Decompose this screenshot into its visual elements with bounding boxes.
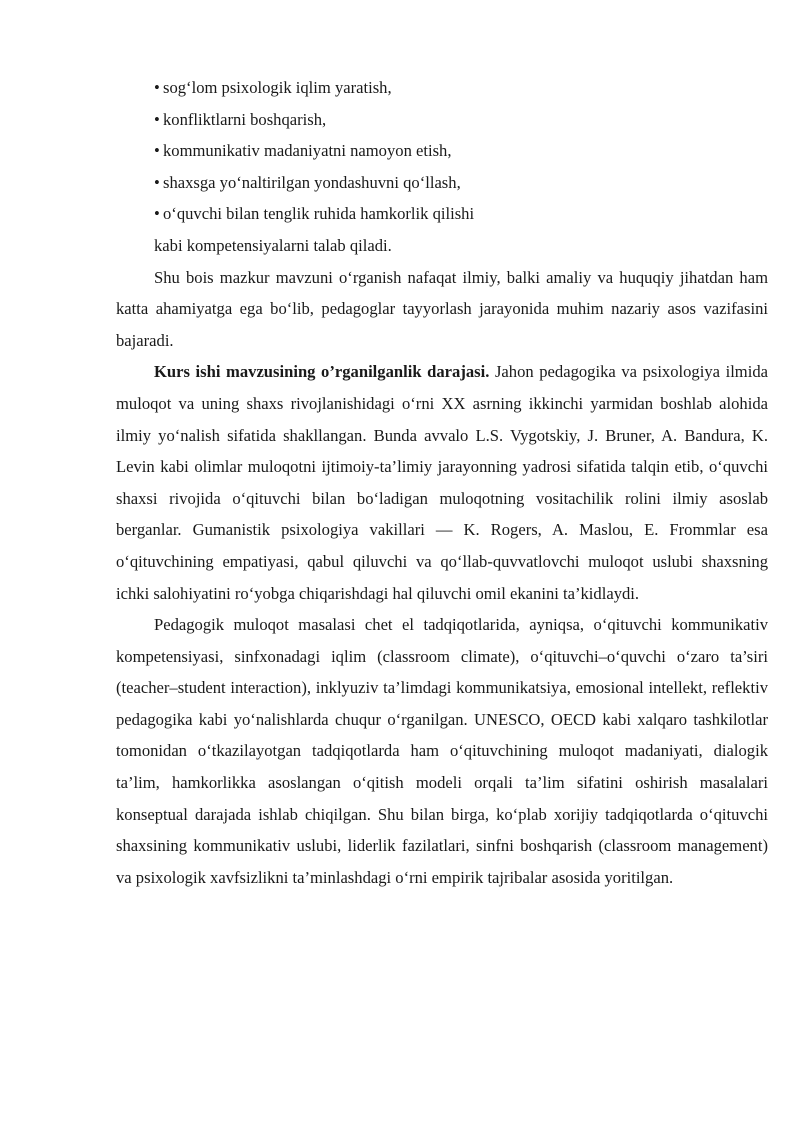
competency-list [116,72,768,230]
list-item-text: shaxsga yo‘naltirilgan yondashuvni qo‘llash, [163,172,461,192]
bullet-icon: • [154,109,160,129]
list-item-text: kommunikativ madaniyatni namoyon etish, [163,141,452,161]
list-item [116,135,768,167]
section-heading: Kurs ishi mavzusining o’rganilganlik darajasi. [154,362,490,382]
list-conclusion: kabi kompetensiyalarni talab qiladi. [154,235,392,255]
list-item [116,167,768,199]
list-item-text: sog‘lom psixologik iqlim yaratish, [163,78,392,97]
bullet-icon: • [154,204,160,224]
document-page [116,72,768,893]
bullet-icon: • [154,141,160,161]
bullet-icon: • [154,78,160,97]
paragraph-literature-review [116,356,768,609]
paragraph-body: Jahon pedagogika va psixologiya ilmida muloqot va uning shaxs rivojlanishidagi o‘rni XX asrning ikkinchi yarmidan boshlab alohida ilmiy yo‘nalish sifatida shakllangan. Bunda avvalo L.S. Vygotskiy, J. Bruner, A. Bandura, K. Levin kabi olimlar muloqotni ijtimoiy-ta’limiy jarayonning yadrosi sifatida talqin etib, o‘quvchi shaxsi rivojida o‘qituvchi bilan bo‘ladigan muloqotning vositachilik rolini ilmiy asoslab berganlar. Gumanistik psixologiya vakillari — K. Rogers, A. Maslou, E. Frommlar esa o‘qituvchining empatiyasi, qabul qiluvchi va qo‘llab-quvvatlovchi muloqot uslubi shaxsning ichki salohiyatini ro‘yobga chiqarishdagi hal qiluvchi omil ekanini ta’kidlaydi. [116,362,768,603]
list-item-text: konfliktlarni boshqarish, [163,109,327,129]
list-item [116,72,768,104]
paragraph-significance: Shu bois mazkur mavzuni o‘rganish nafaqat ilmiy, balki amaliy va huquqiy jihatdan ham katta ahamiyatga ega bo‘lib, pedagoglar tayyorlash jarayonida muhim nazariy asos vazifasini bajaradi. [116,267,768,350]
bullet-icon: • [154,172,160,192]
list-item [116,198,768,230]
list-item [116,104,768,136]
list-item-text: o‘quvchi bilan tenglik ruhida hamkorlik qilishi [163,204,475,224]
paragraph-foreign-research: Pedagogik muloqot masalasi chet el tadqiqotlarida, ayniqsa, o‘qituvchi kommunikativ kompetensiyasi, sinfxonadagi iqlim (classroom climate), o‘qituvchi–o‘quvchi o‘zaro ta’siri (teacher–student interaction), inklyuziv ta’limdagi kommunikatsiya, emosional intellekt, reflektiv pedagogika kabi yo‘nalishlarda chuqur o‘rganilgan. UNESCO, OECD kabi xalqaro tashkilotlar tomonidan o‘tkazilayotgan tadqiqotlarda ham o‘qituvchining muloqot madaniyati, dialogik ta’lim, hamkorlikka asoslangan o‘qitish modeli orqali ta’lim sifatini oshirish masalalari konseptual darajada ishlab chiqilgan. Shu bilan birga, ko‘plab xorijiy tadqiqotlarda o‘qituvchi shaxsining kommunikativ uslubi, liderlik fazilatlari, sinfni boshqarish (classroom management) va psixologik xavfsizlikni ta’minlashdagi o‘rni empirik tajribalar asosida yoritilgan. [116,615,768,887]
